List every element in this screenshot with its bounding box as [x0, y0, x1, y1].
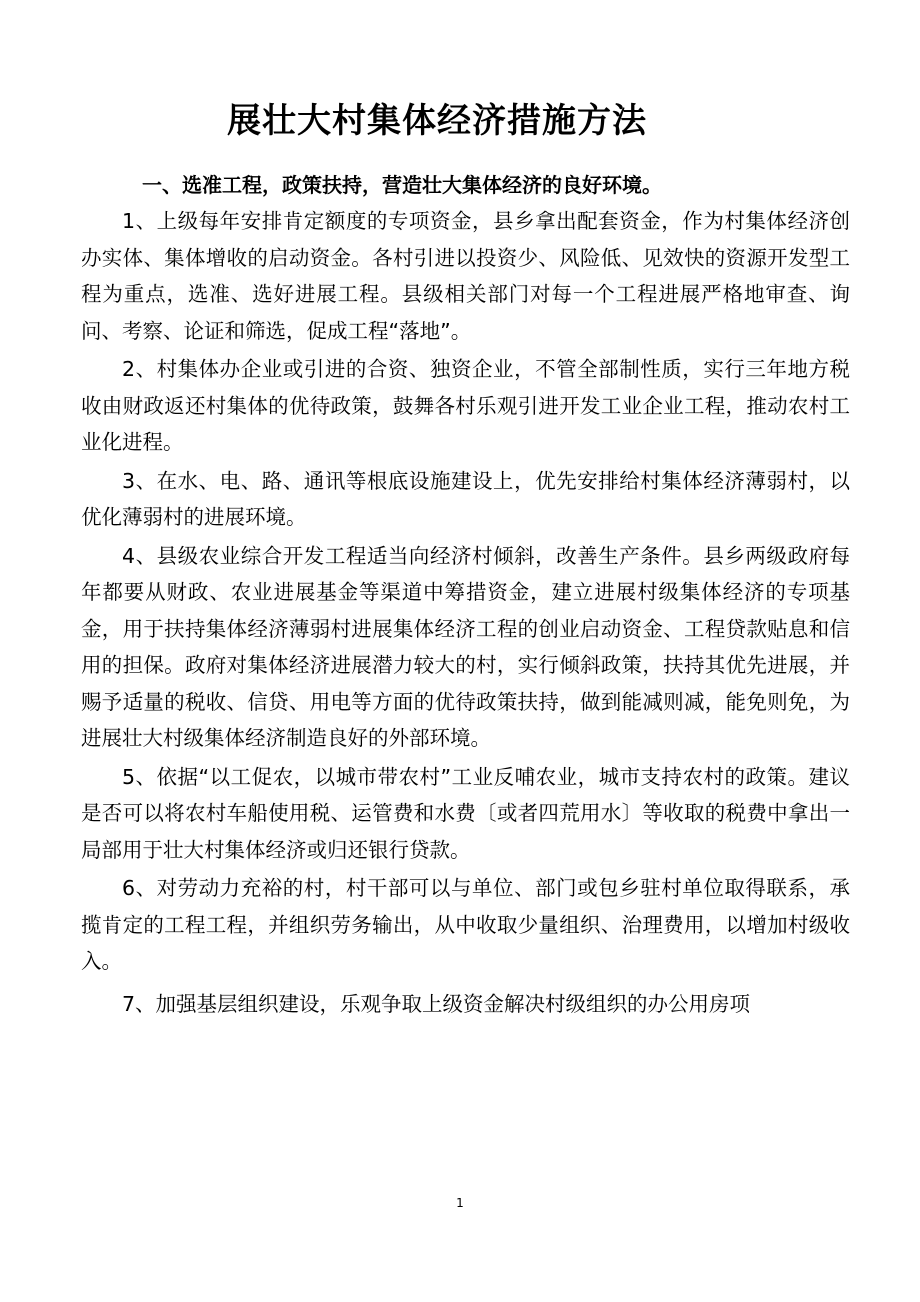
page-number: 1	[456, 1196, 464, 1210]
paragraph-7: 7、加强基层组织建设，乐观争取上级资金解决村级组织的办公用房项	[122, 991, 751, 1016]
paragraph-5: 5、依据“以工促农，以城市带农村”工业反哺农业，城市支持农村的政策。建议是否可以将农村车船使用税、运管费和水费〔或者四荒用水〕等收取的税费中拿出一局部用于壮大村集体经济或归还银行贷款。	[81, 764, 850, 862]
paragraph-4: 4、县级农业综合开发工程适当向经济村倾斜，改善生产条件。县乡两级政府每年都要从财政、农业进展基金等渠道中筹措资金，建立进展村级集体经济的专项基金，用于扶持集体经济薄弱村进展集体经济工程的创业启动资金、工程贷款贴息和信用的担保。政府对集体经济进展潜力较大的村，实行倾斜政策，扶持其优先进展，并赐予适量的税收、信贷、用电等方面的优待政策扶持，做到能减则减，能免则免，为进展壮大村级集体经济制造良好的外部环境。	[81, 543, 850, 750]
paragraph-6: 6、对劳动力充裕的村，村干部可以与单位、部门或包乡驻村单位取得联系，承揽肯定的工程工程，并组织劳务输出，从中收取少量组织、治理费用，以增加村级收入。	[81, 876, 850, 973]
paragraph-1: 1、上级每年安排肯定额度的专项资金，县乡拿出配套资金，作为村集体经济创办实体、集体增收的启动资金。各村引进以投资少、风险低、见效快的资源开发型工程为重点，选准、选好进展工程。县级相关部门对每一个工程进展严格地审查、询问、考察、论证和筛选，促成工程“落地”。	[81, 209, 850, 343]
paragraph-3: 3、在水、电、路、通讯等根底设施建设上，优先安排给村集体经济薄弱村，以优化薄弱村的进展环境。	[81, 468, 850, 529]
paragraph-2: 2、村集体办企业或引进的合资、独资企业，不管全部制性质，实行三年地方税收由财政返还村集体的优待政策，鼓舞各村乐观引进开发工业企业工程，推动农村工业化进程。	[81, 357, 850, 454]
document-title: 展壮大村集体经济措施方法	[227, 101, 647, 141]
section-heading: 一、选准工程，政策扶持，营造壮大集体经济的良好环境。	[142, 173, 662, 197]
document-body	[81, 203, 850, 1024]
